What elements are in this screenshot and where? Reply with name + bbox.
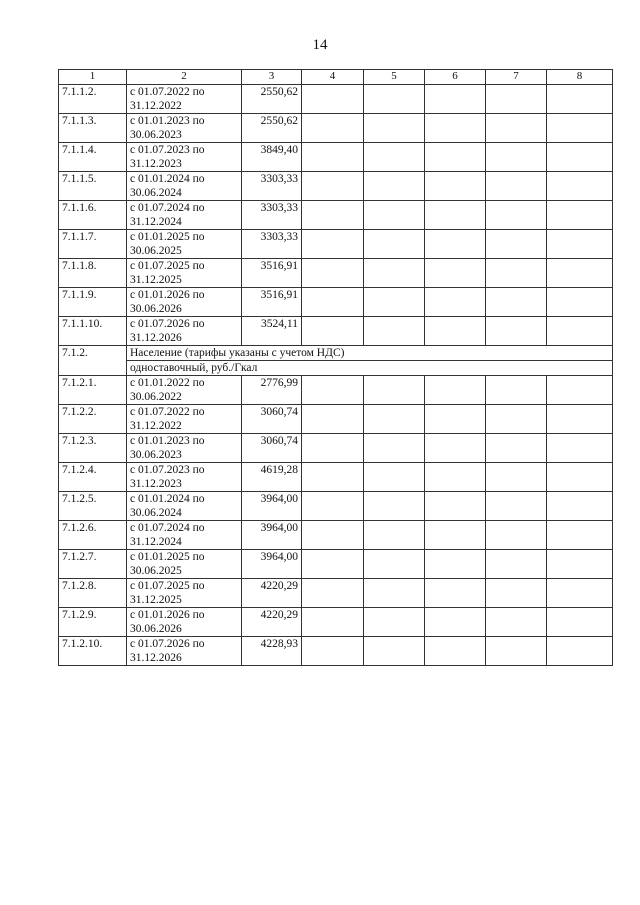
table-row [59,637,613,666]
empty-cell [486,550,547,579]
empty-cell [364,201,425,230]
period-end: 31.12.2023 [130,158,182,170]
empty-cell [302,492,364,521]
row-value: 3524,11 [242,317,302,346]
empty-cell [425,376,486,405]
table-row [59,405,613,434]
empty-cell [425,434,486,463]
empty-cell [547,317,613,346]
table-row [59,230,613,259]
empty-cell [425,608,486,637]
table-row [59,376,613,405]
period-start: с 01.07.2026 по [130,318,205,330]
row-value: 4228,93 [242,637,302,666]
period-start: с 01.01.2024 по [130,493,205,505]
period-start: с 01.07.2025 по [130,260,205,272]
row-period [127,550,242,579]
empty-cell [486,521,547,550]
period-end: 31.12.2024 [130,536,182,548]
empty-cell [364,288,425,317]
empty-cell [486,637,547,666]
table-row [59,201,613,230]
row-code: 7.1.2.5. [59,492,127,521]
empty-cell [425,550,486,579]
empty-cell [547,172,613,201]
period-end: 30.06.2022 [130,391,182,403]
empty-cell [302,434,364,463]
row-value: 3964,00 [242,492,302,521]
empty-cell [547,376,613,405]
empty-cell [486,492,547,521]
empty-cell [486,317,547,346]
row-period [127,201,242,230]
row-code: 7.1.2.7. [59,550,127,579]
period-end: 30.06.2024 [130,187,182,199]
empty-cell [425,405,486,434]
empty-cell [364,579,425,608]
row-period [127,259,242,288]
empty-cell [486,201,547,230]
period-start: с 01.07.2022 по [130,406,205,418]
tariff-table [58,69,613,666]
section-code: 7.1.2. [59,346,127,376]
empty-cell [425,492,486,521]
row-period [127,172,242,201]
empty-cell [425,317,486,346]
section-subtitle-row [59,361,613,376]
row-period [127,114,242,143]
period-start: с 01.07.2026 по [130,638,205,650]
row-value: 4619,28 [242,463,302,492]
empty-cell [486,463,547,492]
row-value: 2776,99 [242,376,302,405]
empty-cell [486,143,547,172]
empty-cell [302,85,364,114]
empty-cell [486,579,547,608]
period-start: с 01.01.2022 по [130,377,205,389]
empty-cell [302,376,364,405]
row-period [127,405,242,434]
empty-cell [302,521,364,550]
empty-cell [302,172,364,201]
empty-cell [425,201,486,230]
row-period [127,288,242,317]
empty-cell [486,230,547,259]
row-value: 4220,29 [242,608,302,637]
row-code: 7.1.2.10. [59,637,127,666]
row-period [127,463,242,492]
period-start: с 01.07.2023 по [130,144,205,156]
column-header: 4 [302,70,364,85]
empty-cell [364,376,425,405]
row-code: 7.1.2.8. [59,579,127,608]
row-code: 7.1.1.2. [59,85,127,114]
empty-cell [302,201,364,230]
empty-cell [425,230,486,259]
empty-cell [547,288,613,317]
empty-cell [486,85,547,114]
row-code: 7.1.2.4. [59,463,127,492]
period-start: с 01.07.2024 по [130,522,205,534]
empty-cell [364,230,425,259]
period-start: с 01.01.2026 по [130,289,205,301]
row-code: 7.1.1.7. [59,230,127,259]
empty-cell [547,637,613,666]
empty-cell [547,608,613,637]
empty-cell [364,172,425,201]
empty-cell [547,521,613,550]
row-value: 3060,74 [242,434,302,463]
empty-cell [547,143,613,172]
period-start: с 01.01.2026 по [130,609,205,621]
row-code: 7.1.2.2. [59,405,127,434]
column-header: 1 [59,70,127,85]
empty-cell [547,463,613,492]
empty-cell [302,405,364,434]
row-value: 3303,33 [242,201,302,230]
row-period [127,376,242,405]
empty-cell [302,579,364,608]
period-start: с 01.01.2023 по [130,435,205,447]
empty-cell [364,259,425,288]
empty-cell [547,230,613,259]
empty-cell [547,405,613,434]
empty-cell [425,259,486,288]
empty-cell [425,172,486,201]
empty-cell [547,492,613,521]
empty-cell [364,405,425,434]
row-code: 7.1.1.10. [59,317,127,346]
period-end: 30.06.2025 [130,565,182,577]
column-number-row [59,70,613,85]
period-end: 31.12.2024 [130,216,182,228]
row-period [127,492,242,521]
period-start: с 01.07.2024 по [130,202,205,214]
group-a-body [59,85,613,346]
row-code: 7.1.1.4. [59,143,127,172]
table-row [59,288,613,317]
empty-cell [364,463,425,492]
empty-cell [364,550,425,579]
period-end: 31.12.2022 [130,100,182,112]
empty-cell [486,114,547,143]
table-row [59,434,613,463]
period-start: с 01.01.2025 по [130,231,205,243]
table-row [59,608,613,637]
period-start: с 01.01.2023 по [130,115,205,127]
empty-cell [425,463,486,492]
period-end: 31.12.2025 [130,594,182,606]
empty-cell [302,230,364,259]
table-row [59,143,613,172]
row-value: 2550,62 [242,114,302,143]
empty-cell [302,114,364,143]
row-period [127,434,242,463]
row-value: 2550,62 [242,85,302,114]
section-body [59,346,613,376]
page-number: 14 [312,37,328,53]
empty-cell [547,434,613,463]
row-value: 3849,40 [242,143,302,172]
table-row [59,579,613,608]
row-value: 3964,00 [242,521,302,550]
empty-cell [302,637,364,666]
empty-cell [364,434,425,463]
row-code: 7.1.2.6. [59,521,127,550]
empty-cell [425,288,486,317]
empty-cell [302,143,364,172]
row-code: 7.1.1.3. [59,114,127,143]
column-header: 5 [364,70,425,85]
empty-cell [486,376,547,405]
empty-cell [302,288,364,317]
empty-cell [364,317,425,346]
empty-cell [486,608,547,637]
row-value: 3303,33 [242,172,302,201]
period-end: 31.12.2025 [130,274,182,286]
row-value: 3516,91 [242,288,302,317]
row-value: 3964,00 [242,550,302,579]
table-row [59,492,613,521]
empty-cell [302,259,364,288]
row-code: 7.1.2.3. [59,434,127,463]
period-end: 30.06.2023 [130,449,182,461]
row-code: 7.1.2.1. [59,376,127,405]
empty-cell [364,492,425,521]
empty-cell [364,521,425,550]
period-start: с 01.07.2023 по [130,464,205,476]
row-period [127,608,242,637]
section-subtitle: одноставочный, руб./Гкал [127,361,613,376]
column-header: 7 [486,70,547,85]
row-value: 3303,33 [242,230,302,259]
empty-cell [547,85,613,114]
empty-cell [302,463,364,492]
row-code: 7.1.1.6. [59,201,127,230]
period-end: 31.12.2023 [130,478,182,490]
table-row [59,521,613,550]
section-title: Население (тарифы указаны с учетом НДС) [127,346,613,361]
row-period [127,85,242,114]
row-value: 4220,29 [242,579,302,608]
period-start: с 01.01.2024 по [130,173,205,185]
empty-cell [302,608,364,637]
period-end: 30.06.2026 [130,623,182,635]
column-header: 8 [547,70,613,85]
empty-cell [302,550,364,579]
period-end: 30.06.2023 [130,129,182,141]
row-period [127,637,242,666]
empty-cell [364,143,425,172]
empty-cell [425,637,486,666]
empty-cell [486,259,547,288]
empty-cell [302,317,364,346]
row-code: 7.1.1.5. [59,172,127,201]
row-period [127,317,242,346]
empty-cell [364,85,425,114]
column-header: 2 [127,70,242,85]
period-start: с 01.07.2025 по [130,580,205,592]
empty-cell [364,114,425,143]
empty-cell [547,259,613,288]
empty-cell [425,579,486,608]
table-row [59,114,613,143]
empty-cell [425,114,486,143]
period-end: 30.06.2025 [130,245,182,257]
row-period [127,143,242,172]
row-value: 3060,74 [242,405,302,434]
empty-cell [425,521,486,550]
table-row [59,172,613,201]
row-period [127,579,242,608]
period-end: 31.12.2026 [130,652,182,664]
row-code: 7.1.1.8. [59,259,127,288]
period-end: 30.06.2026 [130,303,182,315]
empty-cell [486,434,547,463]
section-title-row [59,346,613,361]
period-start: с 01.01.2025 по [130,551,205,563]
period-end: 31.12.2026 [130,332,182,344]
empty-cell [486,405,547,434]
group-b-body [59,376,613,666]
period-end: 30.06.2024 [130,507,182,519]
empty-cell [547,114,613,143]
table-row [59,317,613,346]
empty-cell [425,143,486,172]
row-code: 7.1.1.9. [59,288,127,317]
empty-cell [486,288,547,317]
period-end: 31.12.2022 [130,420,182,432]
table-row [59,259,613,288]
table-row [59,550,613,579]
row-period [127,521,242,550]
table-row [59,463,613,492]
column-header: 6 [425,70,486,85]
empty-cell [547,550,613,579]
empty-cell [364,608,425,637]
period-start: с 01.07.2022 по [130,86,205,98]
empty-cell [547,579,613,608]
empty-cell [486,172,547,201]
column-header: 3 [242,70,302,85]
row-code: 7.1.2.9. [59,608,127,637]
empty-cell [425,85,486,114]
row-value: 3516,91 [242,259,302,288]
row-period [127,230,242,259]
empty-cell [547,201,613,230]
table-row [59,85,613,114]
empty-cell [364,637,425,666]
